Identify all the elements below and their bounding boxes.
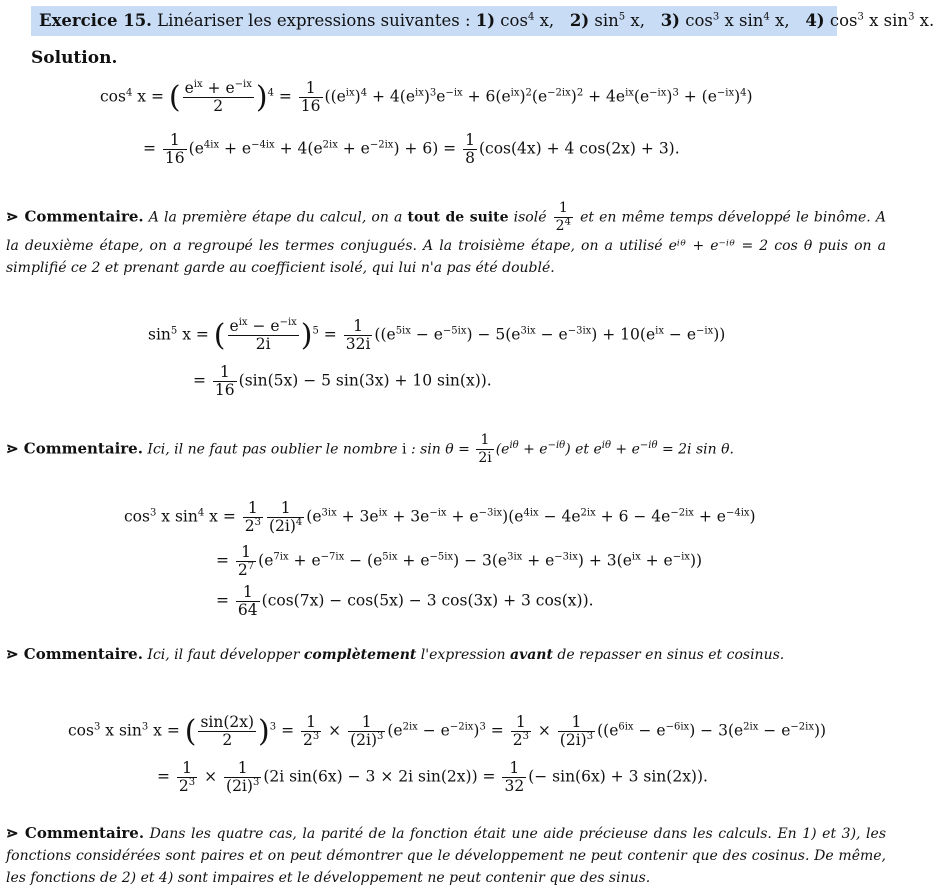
comment-1: ⋗ Commentaire. A la première étape du calcul, on a tout de suite isolé $\frac{1}{2^4}$ et en même temps développé le binôme. A la deuxième étape, on a regroupé les termes conjugués. A la troisième étape, on a utilisé eⁱᶿ + e⁻ⁱᶿ = 2 cos θ puis on a simplifié ce 2 et prenant garde au coefficient isolé, qui lui n'a pas été doublé. <box>6 200 886 276</box>
equation-sin5-line2: = $\frac{1}{16}$ (sin(5x) − 5 sin(3x) + 10 sin(x)). <box>193 363 492 399</box>
equation-cos3sin4-line3: = $\frac{1}{64}$ (cos(7x) − cos(5x) − 3 cos(3x) + 3 cos(x)). <box>216 583 594 619</box>
equation-cos4-line1: $\cos^4 x$ = ( $\frac{e^{ix} + e^{-ix}}{2}$ )$^4$ = $\frac{1}{16}$ $((e^{ix})^4 + 4(e^{ix})^3e^{-ix} + 6(e^{ix})^2(e^{-2ix})^2 + 4e^{ix}(e^{-ix})^3 + (e^{-ix})^4)$ <box>100 78 753 115</box>
comment-2: ⋗ Commentaire. Ici, il ne faut pas oublier le nombre i : sin θ = $\frac{1}{2i}$ $(e^{i\theta} + e^{-i\theta})$ et $e^{i\theta} + e^{-i\theta} = 2i$ sin θ. <box>6 432 734 466</box>
equation-cos3sin3-line2: = $\frac{1}{2^3}$ × $\frac{1}{(2i)^3}$ (2i sin(6x) − 3 × 2i sin(2x)) = $\frac{1}{32}$ (− sin(6x) + 3 sin(2x)). <box>157 759 708 795</box>
equation-sin5-line1: $\sin^5 x$ = ( $\frac{e^{ix} - e^{-ix}}{2i}$ )$^5$ = $\frac{1}{32i}$ $((e^{5ix} - e^{-5ix}) - 5(e^{3ix} - e^{-3ix}) + 10(e^{ix} - e^{-ix}))$ <box>148 316 726 353</box>
equation-cos3sin4-line2: = $\frac{1}{2^7}$ $(e^{7ix} + e^{-7ix} - (e^{5ix} + e^{-5ix}) - 3(e^{3ix} + e^{-3ix}) + 3(e^{ix} + e^{-ix}))$ <box>216 543 703 579</box>
exercise-header: Exercice 15. Linéariser les expressions suivantes : 1) $\cos^4 x$, 2) $\sin^5 x$, 3) $\cos^3 x$ $\sin^4 x$, 4) $\cos^3 x$ $\sin^3 x$. <box>31 6 837 36</box>
solution-label: Solution. <box>31 48 118 68</box>
comment-4: ⋗ Commentaire. Dans les quatre cas, la parité de la fonction était une aide précieuse dans les calculs. En 1) et 3), les fonctions considérées sont paires et on peut démontrer que le développement ne peut contenir que des cosinus. De même, les fonctions de 2) et 4) sont impaires et le développement ne peut contenir que des sinus. <box>6 824 887 886</box>
equation-cos3sin4-line1: $\cos^3 x$ $\sin^4 x$ = $\frac{1}{2^3}$ $\frac{1}{(2i)^4}$ $(e^{3ix} + 3e^{ix} + 3e^{-ix} + e^{-3ix})(e^{4ix} - 4e^{2ix} + 6 - 4e^{-2ix} + e^{-4ix})$ <box>124 499 756 535</box>
comment-3: ⋗ Commentaire. Ici, il faut développer complètement l'expression avant de repasser en sinus et cosinus. <box>6 645 785 663</box>
equation-cos3sin3-line1: $\cos^3 x$ $\sin^3 x$ = ( $\frac{\sin(2x)}{2}$ )$^3$ = $\frac{1}{2^3}$ × $\frac{1}{(2i)^3}$ $(e^{2ix} - e^{-2ix})^3$ = $\frac{1}{2^3}$ × $\frac{1}{(2i)^3}$ $((e^{6ix} - e^{-6ix}) - 3(e^{2ix} - e^{-2ix}))$ <box>68 713 827 749</box>
exercise-title: Exercice 15. <box>39 11 152 30</box>
equation-cos4-line2: = $\frac{1}{16}$ $(e^{4ix} + e^{-4ix} + 4(e^{2ix} + e^{-2ix}) + 6)$ = $\frac{1}{8}$ (cos(4x) + 4 cos(2x) + 3). <box>143 131 680 167</box>
exercise-statement: Linéariser les expressions suivantes : <box>157 11 471 30</box>
